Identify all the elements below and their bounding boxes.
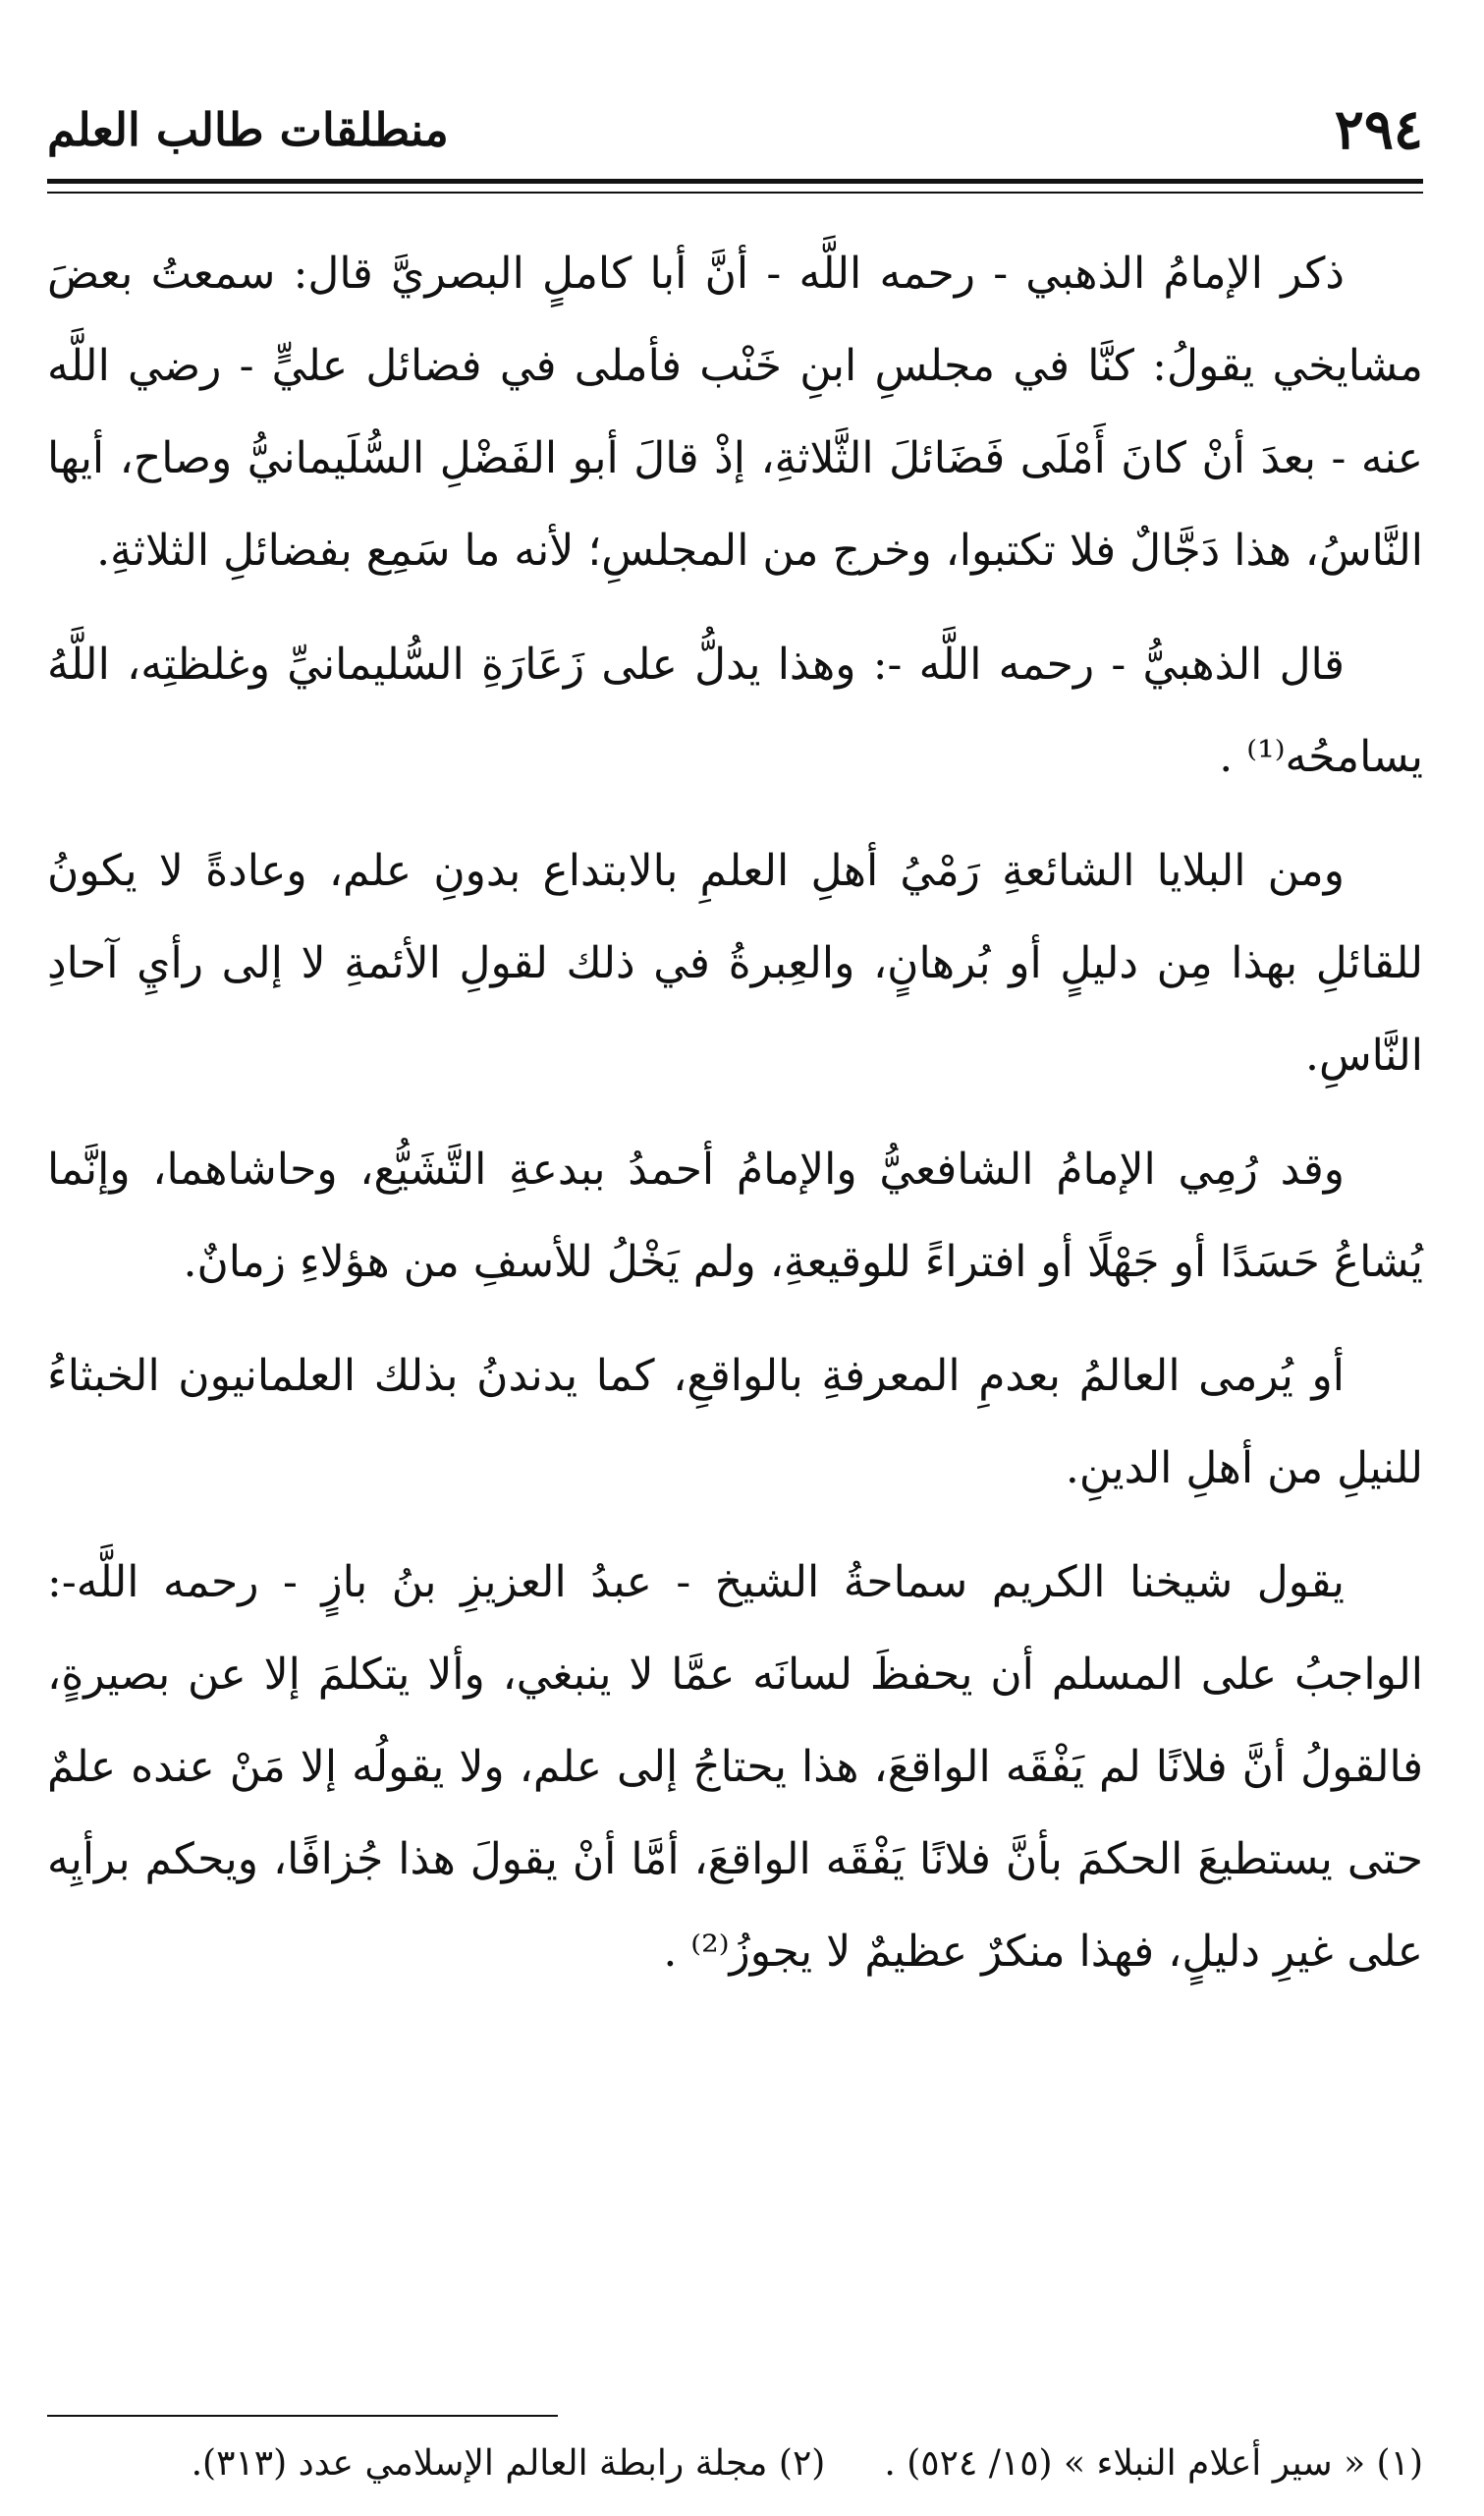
paragraph-innovation-accusation: ومن البلايا الشائعةِ رَمْيُ أهلِ العلمِ بالابتداع بدونِ علم، وعادةً لا يكونُ للقائلِ بهذا مِن دليلٍ أو بُرهانٍ، والعِبرةُ في ذلك لقولِ الأئمةِ لا إلى رأيِ آحادِ النَّاسِ. <box>47 846 1423 1081</box>
footnote-2: (٢) مجلة رابطة العالم الإسلامي عدد (٣١٣). <box>191 2443 826 2484</box>
paragraph-ibn-baz-quote: يقول شيخنا الكريم سماحةُ الشيخ - عبدُ العزيزِ بنُ بازٍ - رحمه اللَّه-: الواجبُ على المسلم أن يحفظَ لسانَه عمَّا لا ينبغي، وألا يتكلمَ إلا عن بصيرةٍ، فالقولُ أنَّ فلانًا لم يَفْقَه الواقعَ، هذا يحتاجُ إلى علم، ولا يقولُه إلا مَنْ عنده علمٌ حتى يستطيعَ الحكمَ بأنَّ فلانًا يَفْقَه الواقعَ، أمَّا أنْ يقولَ هذا جُزافًا، ويحكم برأيِه على غيرِ دليلٍ، فهذا منكرٌ عظيمٌ لا يجوزُ⁽²⁾ . <box>47 1557 1423 1977</box>
footnotes <box>47 2434 1423 2493</box>
footnote-rule <box>47 2415 558 2417</box>
header-rule-thick <box>47 179 1423 184</box>
paragraph-reality-knowledge: أو يُرمى العالمُ بعدمِ المعرفةِ بالواقعِ، كما يدندنُ بذلك العلمانيون الخبثاءُ للنيلِ من أهلِ الدينِ. <box>47 1351 1423 1493</box>
page-header <box>47 90 1423 169</box>
header-rule-thin <box>47 192 1423 194</box>
body-text <box>47 228 1423 2020</box>
paragraph-shafii-ahmad: وقد رُمِي الإمامُ الشافعيُّ والإمامُ أحمدُ ببدعةِ التَّشَيُّع، وحاشاهما، وإنَّما يُشاعُ حَسَدًا أو جَهْلًا أو افتراءً للوقيعةِ، ولم يَخْلُ للأسفِ من هؤلاءِ زمانٌ. <box>47 1145 1423 1287</box>
book-title: منطلقات طالب العلم <box>47 103 449 156</box>
paragraph-dhahabi-comment: قال الذهبيُّ - رحمه اللَّه -: وهذا يدلُّ على زَعَارَةِ السُّليمانيِّ وغلظتِه، اللَّهُ يسامحُه⁽¹⁾ . <box>47 640 1423 782</box>
paragraph-dhahabi-narration: ذكر الإمامُ الذهبي - رحمه اللَّه - أنَّ أبا كاملٍ البصريَّ قال: سمعتُ بعضَ مشايخي يقولُ: كنَّا في مجلسِ ابنِ خَنْب فأملى في فضائل عليٍّ - رضي اللَّه عنه - بعدَ أنْ كانَ أَمْلَى فَضَائلَ الثَّلاثةِ، إذْ قالَ أبو الفَضْلِ السُّلَيمانيُّ وصاح، أيها النَّاسُ، هذا دَجَّالٌ فلا تكتبوا، وخرج من المجلسِ؛ لأنه ما سَمِع بفضائلِ الثلاثةِ. <box>47 249 1423 576</box>
page-number: ٢٩٤ <box>1334 97 1423 162</box>
footnote-1: (١) « سير أعلام النبلاء » (١٥/ ٥٢٤) . <box>884 2443 1423 2484</box>
